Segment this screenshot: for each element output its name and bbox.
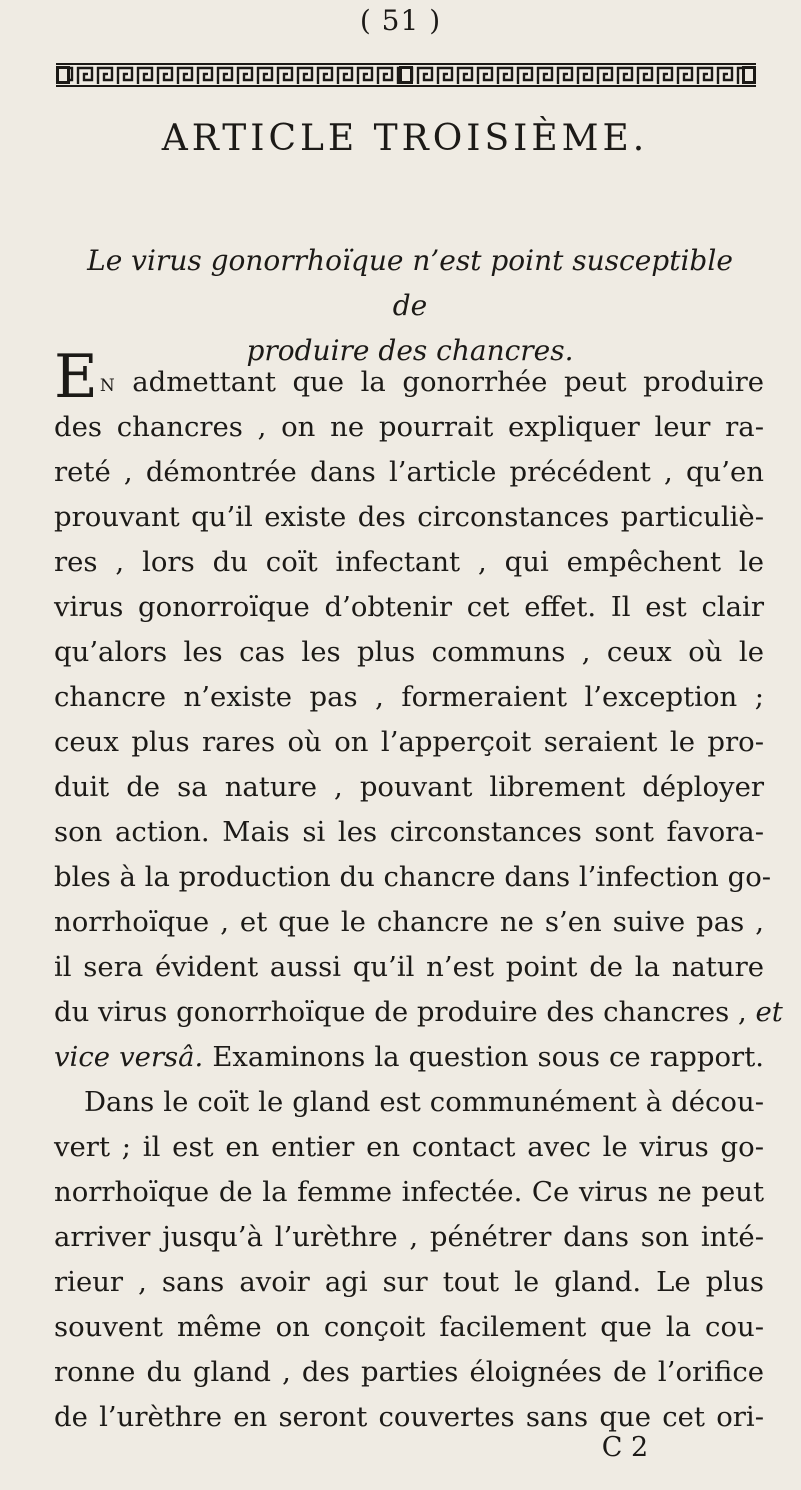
article-subtitle — [80, 238, 740, 373]
italic-et: et — [755, 996, 783, 1028]
text-line-10: duit de sa nature , pouvant librement déployer — [54, 771, 764, 803]
drop-capital-rest: N — [99, 376, 116, 396]
text-line-18: vert ; il est en entier en contact avec le virus go- — [54, 1131, 764, 1163]
text-line-19: norrhoïque de la femme infectée. Ce virus ne peut — [54, 1176, 764, 1208]
article-heading: ARTICLE TROISIÈME. — [161, 118, 649, 159]
subtitle-line-1: Le virus gonorrhoïque n’est point susceptible de — [87, 244, 733, 322]
text-line-14: il sera évident aussi qu’il n’est point de la nature — [54, 951, 764, 983]
text-line-5: res , lors du coït infectant , qui empêchent le — [54, 546, 764, 578]
signature-mark: C 2 — [601, 1432, 649, 1463]
drop-capital: E — [54, 342, 98, 412]
text-line-12: bles à la production du chancre dans l’infection go- — [54, 861, 772, 893]
text-line-9: ceux plus rares où on l’apperçoit seraient le pro- — [54, 726, 764, 758]
text-line-6: virus gonorroïque d’obtenir cet effet. Il est clair — [54, 591, 764, 623]
text-line-15: du virus gonorrhoïque de produire des chancres , et — [54, 996, 783, 1028]
text-line-23: ronne du gland , des parties éloignées de l’orifice — [54, 1356, 764, 1388]
greek-key-ornament-band — [56, 62, 756, 88]
italic-vice-versa: vice versâ. — [54, 1041, 204, 1073]
subtitle-line-2: produire des chancres. — [246, 334, 574, 367]
text-line-13: norrhoïque , et que le chancre ne s’en suive pas , — [54, 906, 764, 938]
text-line-3: reté , démontrée dans l’article précédent , qu’en — [54, 456, 764, 488]
text-line-24: de l’urèthre en seront couvertes sans que cet ori- — [54, 1401, 764, 1433]
text-line-22: souvent même on conçoit facilement que la cou- — [54, 1311, 764, 1343]
text-line-11: son action. Mais si les circonstances sont favora- — [54, 816, 764, 848]
text-line-20: arriver jusqu’à l’urèthre , pénétrer dans son inté- — [54, 1221, 764, 1253]
text-line-17: Dans le coït le gland est communément à décou- — [84, 1086, 764, 1118]
text-line-8: chancre n’existe pas , formeraient l’exception ; — [54, 681, 764, 713]
body-text — [54, 342, 783, 1440]
text-line-16: vice versâ. Examinons la question sous ce rapport. — [54, 1041, 764, 1073]
page-number: ( 51 ) — [359, 4, 442, 37]
text-line-2: des chancres , on ne pourrait expliquer leur ra- — [54, 411, 764, 443]
text-line-1: E N admettant que la gonorrhée peut produire — [54, 342, 764, 412]
text-line-7: qu’alors les cas les plus communs , ceux où le — [54, 636, 764, 668]
text-line-21: rieur , sans avoir agi sur tout le gland. Le plus — [54, 1266, 764, 1298]
text-line-4: prouvant qu’il existe des circonstances particuliè- — [54, 501, 764, 533]
